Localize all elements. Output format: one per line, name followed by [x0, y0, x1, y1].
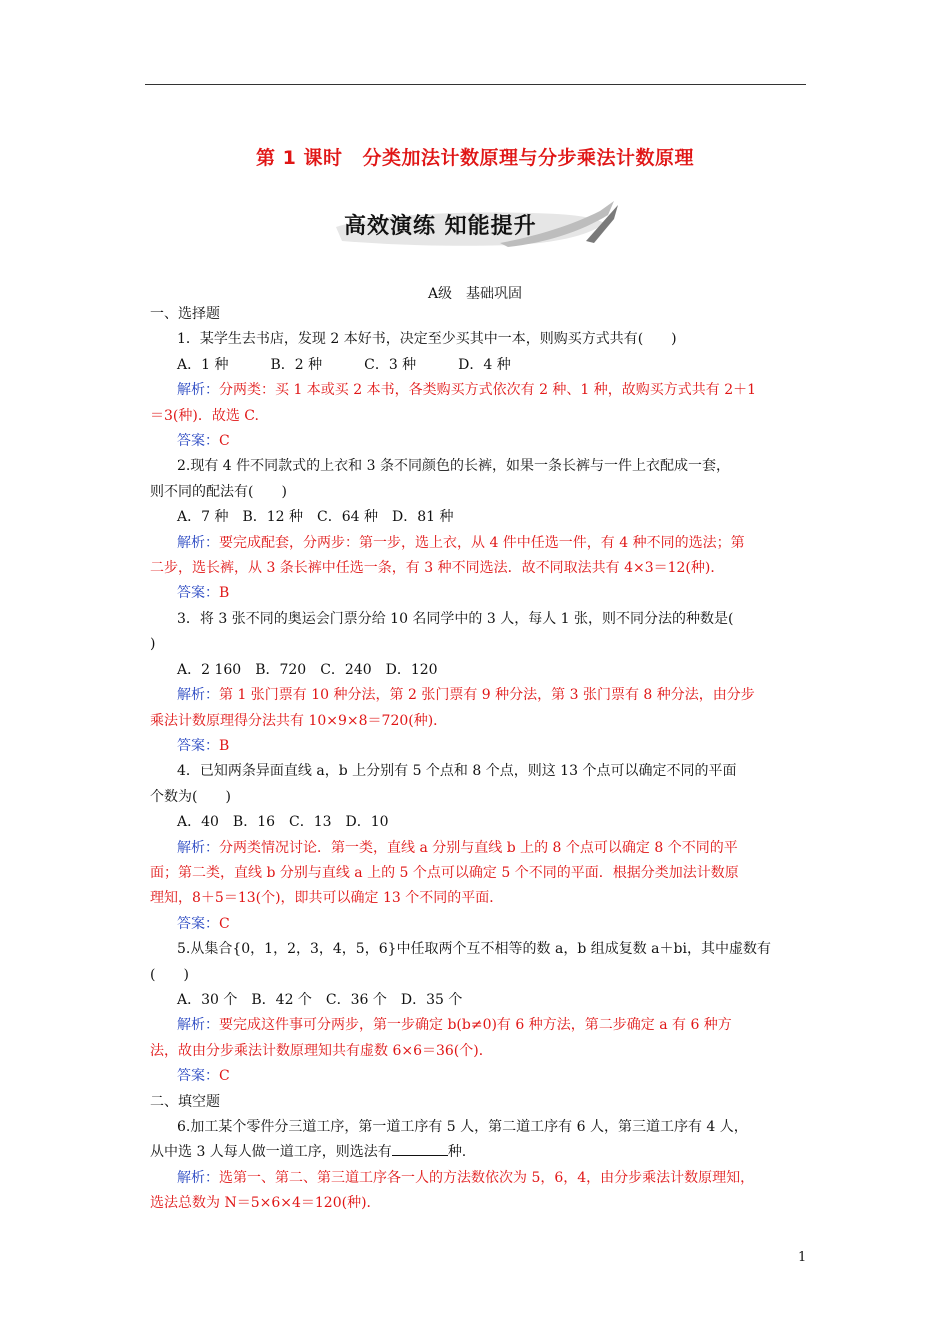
question-3-stem-cont: ): [150, 636, 156, 653]
question-3-answer: B: [219, 737, 230, 754]
analysis-label: 解析：: [177, 687, 219, 704]
lesson-label: 第 1 课时: [256, 147, 343, 169]
question-6-stem: 6.加工某个零件分三道工序，第一道工序有 5 人，第二道工序有 6 人，第三道工序有 4 人，: [177, 1119, 748, 1135]
answer-label: 答案：: [177, 737, 219, 754]
question-2-stem-cont: 则不同的配法有( ): [150, 483, 287, 500]
page-number: 1: [798, 1250, 807, 1265]
analysis-label: 解析：: [177, 1017, 219, 1034]
answer-blank: [392, 1141, 448, 1156]
question-2-analysis-cont: 二步，选长裤，从 3 条长裤中任选一条，有 3 种不同选法．故不同取法共有 4×3＝12(种)．: [150, 560, 725, 577]
answer-label: 答案：: [177, 915, 219, 932]
question-1-analysis: 分两类：买 1 本或买 2 本书，各类购买方式依次有 2 种、1 种，故购买方式共有 2＋1: [219, 382, 757, 399]
header-rule: [145, 84, 806, 85]
question-6-stem-cont: 从中选 3 人每人做一道工序，则选法有: [150, 1144, 392, 1161]
question-1-answer: C: [219, 433, 230, 450]
answer-label: 答案：: [177, 585, 219, 602]
question-2-answer: B: [219, 585, 230, 602]
question-5-analysis-cont: 法，故由分步乘法计数原理知共有虚数 6×6＝36(个)．: [150, 1042, 493, 1059]
question-5-stem-cont: ( ): [150, 966, 189, 983]
question-6-analysis: 选第一、第二、第三道工序各一人的方法数依次为 5，6，4，由分步乘法计数原理知，: [219, 1169, 755, 1186]
question-5-answer: C: [219, 1068, 230, 1085]
question-1-stem: 1．某学生去书店，发现 2 本好书，决定至少买其中一本，则购买方式共有( ): [177, 331, 677, 348]
question-6-stem-unit: 种.: [447, 1144, 467, 1161]
question-3-stem: 3．将 3 张不同的奥运会门票分给 10 名同学中的 3 人，每人 1 张，则不同分法的种数是(: [177, 610, 734, 627]
question-3-analysis: 第 1 张门票有 10 种分法，第 2 张门票有 9 种分法，第 3 张门票有 8 种分法，由分步: [219, 687, 755, 704]
question-4-stem: 4．已知两条异面直线 a，b 上分别有 5 个点和 8 个点，则这 13 个点可以确定不同的平面: [177, 763, 737, 780]
analysis-label: 解析：: [177, 839, 219, 856]
question-1-options: A．1 种 B．2 种 C．3 种 D．4 种: [177, 356, 511, 373]
section-heading-fill: 二、填空题: [150, 1093, 220, 1110]
question-4-analysis-cont-2: 理知，8＋5＝13(个)，即共可以确定 13 个不同的平面．: [150, 890, 504, 907]
question-5-stem: 5.从集合{0，1，2，3，4，5，6}中任取两个互不相等的数 a，b 组成复数 a＋bi，其中虚数有: [177, 941, 771, 958]
question-4-analysis: 分两类情况讨论．第一类，直线 a 分别与直线 b 上的 8 个点可以确定 8 个不同的平: [219, 839, 738, 856]
question-4-stem-cont: 个数为( ): [150, 788, 231, 805]
question-1-analysis-cont: ＝3(种)．故选 C.: [150, 407, 259, 424]
lesson-topic: 分类加法计数原理与分步乘法计数原理: [362, 147, 694, 169]
question-3-options: A．2 160 B．720 C．240 D．120: [177, 661, 438, 678]
question-2-options: A．7 种 B．12 种 C．64 种 D．81 种: [177, 509, 454, 526]
analysis-label: 解析：: [177, 534, 219, 551]
section-banner: [332, 197, 622, 253]
analysis-label: 解析：: [177, 382, 219, 399]
question-4-options: A．40 B．16 C．13 D．10: [177, 814, 389, 831]
question-4-analysis-cont: 面；第二类，直线 b 分别与直线 a 上的 5 个点可以确定 5 个不同的平面．根据分类加法计数原: [150, 864, 739, 881]
question-5-options: A．30 个 B．42 个 C．36 个 D．35 个: [177, 991, 463, 1008]
answer-label: 答案：: [177, 1068, 219, 1085]
question-3-analysis-cont: 乘法计数原理得分法共有 10×9×8＝720(种)．: [150, 712, 448, 729]
exercise-content: [150, 302, 810, 1217]
answer-label: 答案：: [177, 433, 219, 450]
section-heading-choice: 一、选择题: [150, 306, 220, 322]
question-2-stem: 2.现有 4 件不同款式的上衣和 3 条不同颜色的长裤，如果一条长裤与一件上衣配成一套，: [177, 458, 730, 475]
page-title: [0, 143, 950, 170]
analysis-label: 解析：: [177, 1169, 219, 1186]
question-6-analysis-cont: 选法总数为 N＝5×6×4＝120(种)．: [150, 1195, 381, 1212]
question-2-analysis: 要完成配套，分两步：第一步，选上衣，从 4 件中任选一件，有 4 种不同的选法；第: [219, 534, 745, 551]
question-5-analysis: 要完成这件事可分两步，第一步确定 b(b≠0)有 6 种方法，第二步确定 a 有 6 种方: [219, 1017, 732, 1034]
level-heading: A级 基础巩固: [427, 286, 523, 302]
banner-title: 高效演练 知能提升: [344, 214, 537, 239]
question-4-answer: C: [219, 915, 230, 932]
